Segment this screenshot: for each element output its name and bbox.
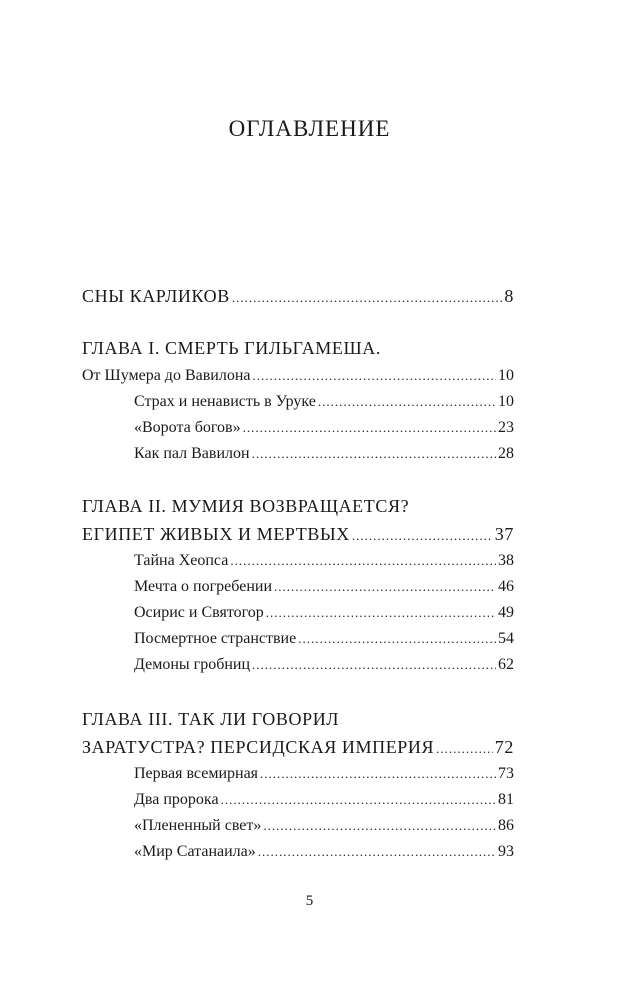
- toc-entry-label: Страх и ненависть в Уруке: [134, 393, 316, 410]
- toc-entry-prologue[interactable]: [82, 286, 514, 307]
- toc-entry-page: 28: [498, 445, 514, 462]
- toc-entry-page: 8: [504, 286, 514, 306]
- dot-leader: [221, 792, 496, 808]
- toc-entry-label: «Мир Сатанаила»: [134, 843, 256, 860]
- toc-entry-page: 72: [494, 737, 514, 757]
- toc-entry-page: 73: [498, 765, 514, 782]
- toc-entry-label: «Ворота богов»: [134, 419, 241, 436]
- toc-entry-label: Тайна Хеопса: [134, 552, 229, 569]
- toc-entry-section[interactable]: [82, 393, 514, 411]
- toc-entry-label: ЕГИПЕТ ЖИВЫХ И МЕРТВЫХ: [82, 524, 350, 544]
- chapter-heading-3: ГЛАВА III. ТАК ЛИ ГОВОРИЛ: [82, 709, 340, 729]
- toc-entry-page: 10: [498, 393, 514, 410]
- dot-leader: [436, 741, 493, 757]
- toc-entry-page: 93: [498, 843, 514, 860]
- toc-entry-page: 54: [498, 630, 514, 647]
- toc-entry-page: 81: [498, 791, 514, 808]
- dot-leader: [318, 394, 496, 410]
- dot-leader: [352, 528, 493, 544]
- toc-entry-section[interactable]: [82, 419, 514, 437]
- toc-entry-page: 23: [498, 419, 514, 436]
- toc-entry-label: Посмертное странствие: [134, 630, 297, 647]
- toc-entry-section[interactable]: [82, 445, 514, 463]
- toc-entry-label: Мечта о погребении: [134, 578, 272, 595]
- dot-leader: [258, 844, 496, 860]
- toc-entry-section[interactable]: [82, 817, 514, 835]
- dot-leader: [252, 368, 496, 384]
- dot-leader: [252, 446, 496, 462]
- page-title: ОГЛАВЛЕНИЕ: [228, 116, 391, 141]
- toc-entry-section[interactable]: [82, 656, 514, 674]
- dot-leader: [263, 818, 496, 834]
- toc-entry-page: 46: [498, 578, 514, 595]
- toc-entry-label: Первая всемирная: [134, 765, 259, 782]
- toc-entry-page: 62: [498, 656, 514, 673]
- toc-entry-chapter3-part[interactable]: [82, 737, 514, 758]
- toc-entry-section[interactable]: [82, 791, 514, 809]
- toc-entry-page: 10: [498, 367, 514, 384]
- toc-entry-label: От Шумера до Вавилона: [82, 367, 251, 384]
- dot-leader: [266, 605, 496, 621]
- toc-entry-section[interactable]: [82, 552, 514, 570]
- toc-entry-label: СНЫ КАРЛИКОВ: [82, 286, 230, 306]
- toc-entry-section[interactable]: [82, 630, 514, 648]
- toc-entry-page: 38: [498, 552, 514, 569]
- toc-entry-label: «Плененный свет»: [134, 817, 262, 834]
- dot-leader: [274, 579, 496, 595]
- dot-leader: [232, 290, 503, 306]
- chapter-heading-1: ГЛАВА I. СМЕРТЬ ГИЛЬГАМЕША.: [82, 338, 381, 358]
- dot-leader: [230, 553, 496, 569]
- toc-entry-chapter2-part[interactable]: [82, 524, 514, 545]
- toc-entry-label: Осирис и Святогор: [134, 604, 264, 621]
- dot-leader: [260, 766, 496, 782]
- toc-entry-section[interactable]: [82, 578, 514, 596]
- toc-entry-chapter1-part[interactable]: [82, 367, 514, 385]
- dot-leader: [298, 631, 496, 647]
- toc-entry-label: Два пророка: [134, 791, 219, 808]
- toc-entry-section[interactable]: [82, 765, 514, 783]
- toc-entry-page: 86: [498, 817, 514, 834]
- page-number: 5: [305, 893, 314, 909]
- dot-leader: [252, 657, 496, 673]
- toc-entry-label: ЗАРАТУСТРА? ПЕРСИДСКАЯ ИМПЕРИЯ: [82, 737, 435, 757]
- toc-entry-label: Демоны гробниц: [134, 656, 251, 673]
- toc-entry-page: 49: [498, 604, 514, 621]
- toc-entry-label: Как пал Вавилон: [134, 445, 250, 462]
- toc-entry-section[interactable]: [82, 604, 514, 622]
- chapter-heading-2: ГЛАВА II. МУМИЯ ВОЗВРАЩАЕТСЯ?: [82, 496, 410, 516]
- toc-entry-page: 37: [494, 524, 514, 544]
- dot-leader: [243, 420, 496, 436]
- toc-entry-section[interactable]: [82, 843, 514, 861]
